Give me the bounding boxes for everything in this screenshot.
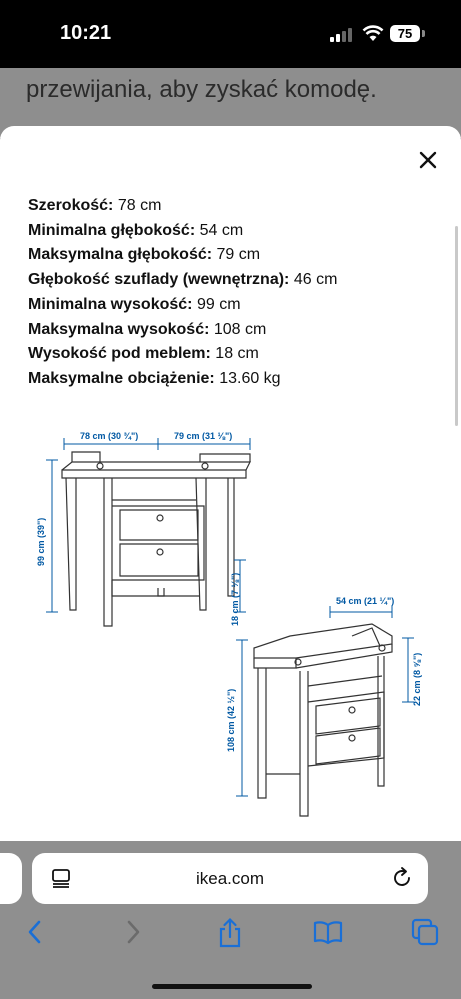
battery-tip [422,30,425,37]
spec-value: 79 cm [212,246,261,264]
spec-label: Maksymalne obciążenie: [28,369,215,387]
spec-value: 54 cm [195,221,244,239]
dim-height-min: 99 cm (39") [36,517,46,566]
changing-table-back [254,624,392,816]
spec-value: 18 cm [210,345,259,363]
spec-label: Maksymalna głębokość: [28,246,213,264]
spec-label: Szerokość: [28,197,114,214]
wifi-icon [362,24,384,42]
background-page-text: przewijania, aby zyskać komodę. [26,76,377,103]
spec-label: Minimalna wysokość: [28,295,193,313]
spec-value: 78 cm [113,197,162,214]
chevron-left-icon[interactable] [24,917,46,947]
browser-toolbar [0,841,461,999]
address-bar[interactable] [32,853,428,904]
dim-under-height: 18 cm (7 ⅛") [230,572,240,626]
dimensions-sheet [0,126,461,841]
url-text[interactable]: ikea.com [195,869,265,888]
dim-height-max: 108 cm (42 ½") [226,688,236,752]
spec-label: Minimalna głębokość: [28,221,196,239]
previous-tab-peek[interactable] [0,853,22,904]
reload-icon[interactable] [390,866,414,890]
spec-value: 108 cm [209,320,267,338]
battery-indicator: 75 [390,25,420,42]
dim-depth-min: 54 cm (21 ¼") [336,596,395,606]
dim-width-right: 79 cm (31 ⅛") [174,431,233,441]
chevron-right-icon[interactable] [122,917,144,947]
book-icon[interactable] [312,917,344,947]
spec-label: Wysokość pod meblem: [28,345,211,363]
spec-value: 13.60 kg [214,369,281,387]
dimension-drawing [0,126,461,841]
home-indicator [152,984,312,989]
cellular-signal-icon [330,28,354,42]
dim-width-left: 78 cm (30 ¾") [80,431,139,441]
status-bar [0,0,461,68]
spec-value: 99 cm [192,295,241,313]
changing-table-front [62,452,250,626]
spec-value: 46 cm [289,271,338,289]
status-time: 10:21 [60,22,112,44]
share-icon[interactable] [216,917,244,949]
spec-label: Maksymalna wysokość: [28,320,210,338]
spec-label: Głębokość szuflady (wewnętrzna): [28,271,290,289]
dim-top-rail: 22 cm (8 ⅝") [412,652,422,706]
tabs-overview-icon[interactable] [410,917,440,947]
